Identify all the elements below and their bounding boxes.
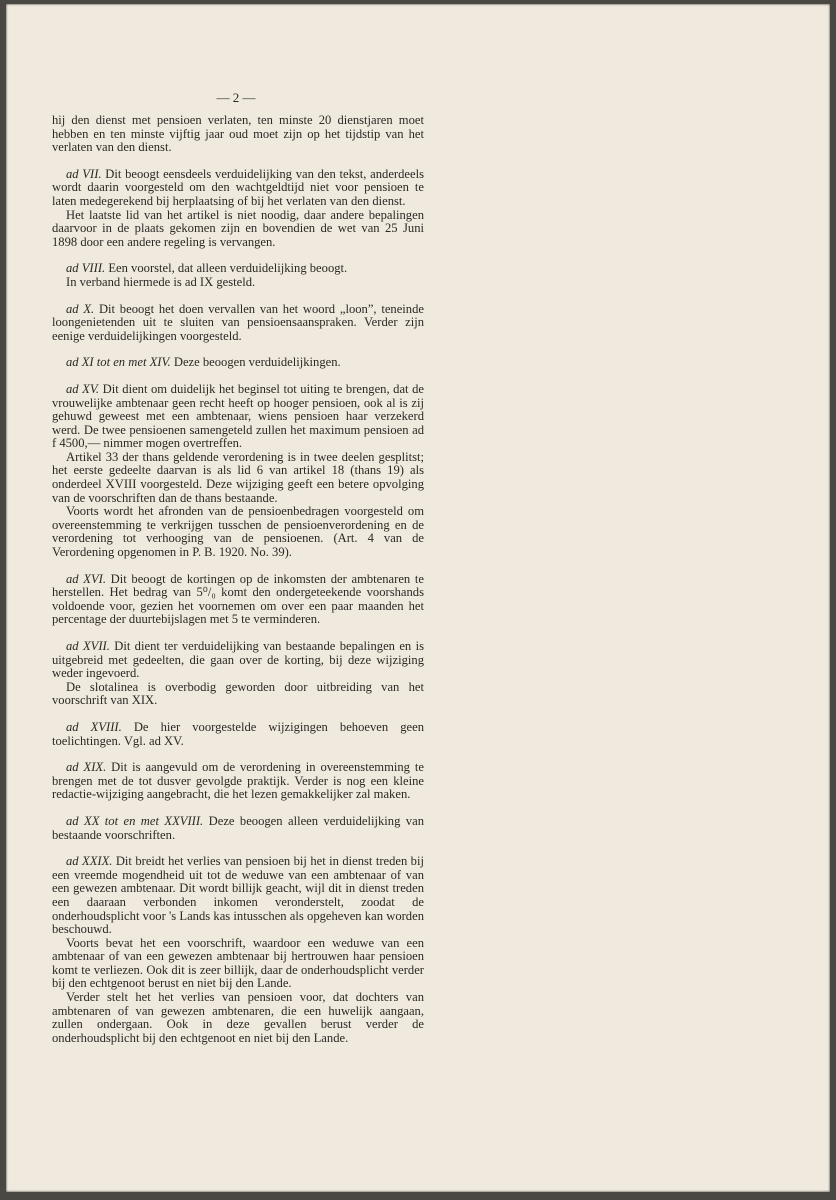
paragraph (52, 114, 424, 155)
paragraph-block (52, 262, 424, 289)
paragraph-text: Voorts wordt het afronden van de pensioenbedragen voorgesteld om overeenstemming te verkrijgen tusschen de pensioenverordening en de verordening tot verhooging van de pensioenen. (Art. 4 van de Verordening opgenomen in P. B. 1920. No. 39). (52, 504, 424, 560)
paragraph (52, 262, 424, 276)
paragraph-block (52, 855, 424, 1045)
paragraph-text: De slotalinea is overbodig geworden door uitbreiding van het voorschrift van XIX. (52, 679, 424, 708)
section-reference: ad XV. (66, 381, 100, 396)
paragraph (52, 451, 424, 505)
paragraph-block (52, 761, 424, 802)
paragraph-text: hij den dienst met pensioen verlaten, ten minste 20 dienstjaren moet hebben en ten minste vijftig jaar oud moet zijn op het tijdstip van het verlaten van den dienst. (52, 113, 424, 155)
section-reference: ad XXIX. (66, 854, 113, 869)
paragraph (52, 937, 424, 991)
section-reference: ad XVII. (66, 639, 110, 653)
paragraph (52, 721, 424, 748)
paragraph-text: In verband hiermede is ad IX gesteld. (66, 274, 256, 289)
section-reference: ad XI tot en met XIV. (66, 355, 171, 370)
paragraph-block (52, 573, 424, 627)
paragraph-block (52, 640, 424, 708)
paragraph-block (52, 815, 424, 842)
paragraph-block (52, 721, 424, 748)
paragraph (52, 276, 424, 290)
page-number: — 2 — (216, 90, 256, 105)
paragraph-text: Deze beoogen alleen verduidelijking van bestaande voorschriften. (52, 813, 424, 842)
document-page (6, 4, 830, 1192)
paragraph-text: Dit dient ter verduidelijking van bestaande bepalingen en is uitgebreid met gedeelten, die gaan over de korting, bij deze wijziging weder ingevoerd. (52, 639, 424, 681)
section-reference: ad VIII. (66, 261, 106, 276)
paragraph-block (52, 114, 424, 155)
paragraph (52, 855, 424, 937)
paragraph-text: Deze beoogen verduidelijkingen. (170, 355, 341, 370)
paragraph-text: Dit is aangevuld om de verordening in overeenstemming te brengen met de tot dusver gevolgde praktijk. Verder is nog een kleine redactie-wijziging aangebracht, die het lezen gemakkelijker zal maken. (52, 760, 424, 802)
paragraph-block (52, 356, 424, 370)
paragraph-text: Voorts bevat het een voorschrift, waardoor een weduwe van een ambtenaar of van een gewezen ambtenaar bij hertrouwen haar pensioen komt te verliezen. Ook dit is zeer billijk, daar de onderhoudsplicht verder bij den echtgenoot berust en niet bij den Lande. (52, 935, 424, 991)
paragraph-block (52, 303, 424, 344)
paragraph (52, 573, 424, 627)
paragraph-text: Dit beoogt eensdeels verduidelijking van den tekst, anderdeels wordt daarin voorgesteld om den wachtgeldtijd niet voor pensioen te laten medegerekend bij herplaatsing of bij het verlaten van den dienst. (52, 166, 424, 208)
paragraph (52, 681, 424, 708)
section-reference: ad XVI. (66, 571, 106, 586)
paragraph-block (52, 168, 424, 250)
paragraph (52, 761, 424, 802)
paragraph-text: Dit dient om duidelijk het beginsel tot uiting te brengen, dat de vrouwelijke ambtenaar geen recht heeft op hooger pensioen, ook al is zij gehuwd geweest met een ambtenaar, wiens pensioen haar verzekerd werd. De twee pensioenen samengeteld zullen het maximum pensioen ad f 4500,— nimmer mogen overtreffen. (52, 381, 424, 451)
paragraph-text: De hier voorgestelde wijzigingen behoeven geen toelichtingen. Vgl. ad XV. (52, 719, 425, 748)
paragraph (52, 991, 424, 1045)
section-reference: ad X. (66, 301, 95, 316)
section-reference: ad VII. (66, 166, 102, 181)
paragraph (52, 356, 424, 370)
paragraph-text: Verder stelt het het verlies van pensioen voor, dat dochters van ambtenaren of van gewezen ambtenaren, die een huwelijk aangaan, zullen ondergaan. Ook in deze gevallen berust verder de onderhoudsplicht bij den echtgenoot en niet bij den Lande. (52, 990, 424, 1045)
paragraph-text: Een voorstel, dat alleen verduidelijking beoogt. (105, 261, 348, 276)
section-reference: ad XX tot en met XXVIII. (66, 813, 204, 828)
paragraph (52, 383, 424, 451)
paragraph-block (52, 383, 424, 560)
paragraph-text: Dit breidt het verlies van pensioen bij het in dienst treden bij een vreemde mogendheid uit tot de weduwe van een ambtenaar of van een gewezen ambtenaar. Dit wordt billijk geacht, wijl dit in dienst treden een daaraan verbonden inkomen veronderstelt, zoodat de onderhoudsplicht voor 's Lands kas intusschen als opgeheven kan worden beschouwd. (52, 854, 424, 937)
paragraph-text: Dit beoogt de kortingen op de inkomsten der ambtenaren te herstellen. Het bedrag van 5⁰/₀ komt den ondergeteekende voorshands voldoende voor, gezien het voornemen om over een paar maanden het percentage der duurtebijslagen met 5 te verminderen. (52, 571, 424, 627)
section-reference: ad XIX. (66, 760, 107, 775)
paragraph-text: Dit beoogt het doen vervallen van het woord „loon”, teneinde loongenietenden uit te sluiten van pensioensaanspraken. Verder zijn eenige verduidelijkingen voorgesteld. (52, 301, 424, 343)
paragraph (52, 505, 424, 559)
paragraph (52, 168, 424, 209)
paragraph-text: Het laatste lid van het artikel is niet noodig, daar andere bepalingen daarvoor in de plaats gekomen zijn en bovendien de wet van 25 Juni 1898 door een andere regeling is vervangen. (52, 207, 424, 249)
paragraph-text: Artikel 33 der thans geldende verordening is in twee deelen gesplitst; het eerste gedeelte daarvan is als lid 6 van artikel 18 (thans 19) als onderdeel XVIII voorgesteld. Deze wijziging geeft een betere opvolging van de voorschriften dan de thans bestaande. (52, 449, 424, 505)
paragraph (52, 303, 424, 344)
paragraph (52, 640, 424, 681)
body-text (52, 114, 424, 1058)
paragraph (52, 815, 424, 842)
paragraph (52, 209, 424, 250)
section-reference: ad XVIII. (66, 719, 122, 734)
